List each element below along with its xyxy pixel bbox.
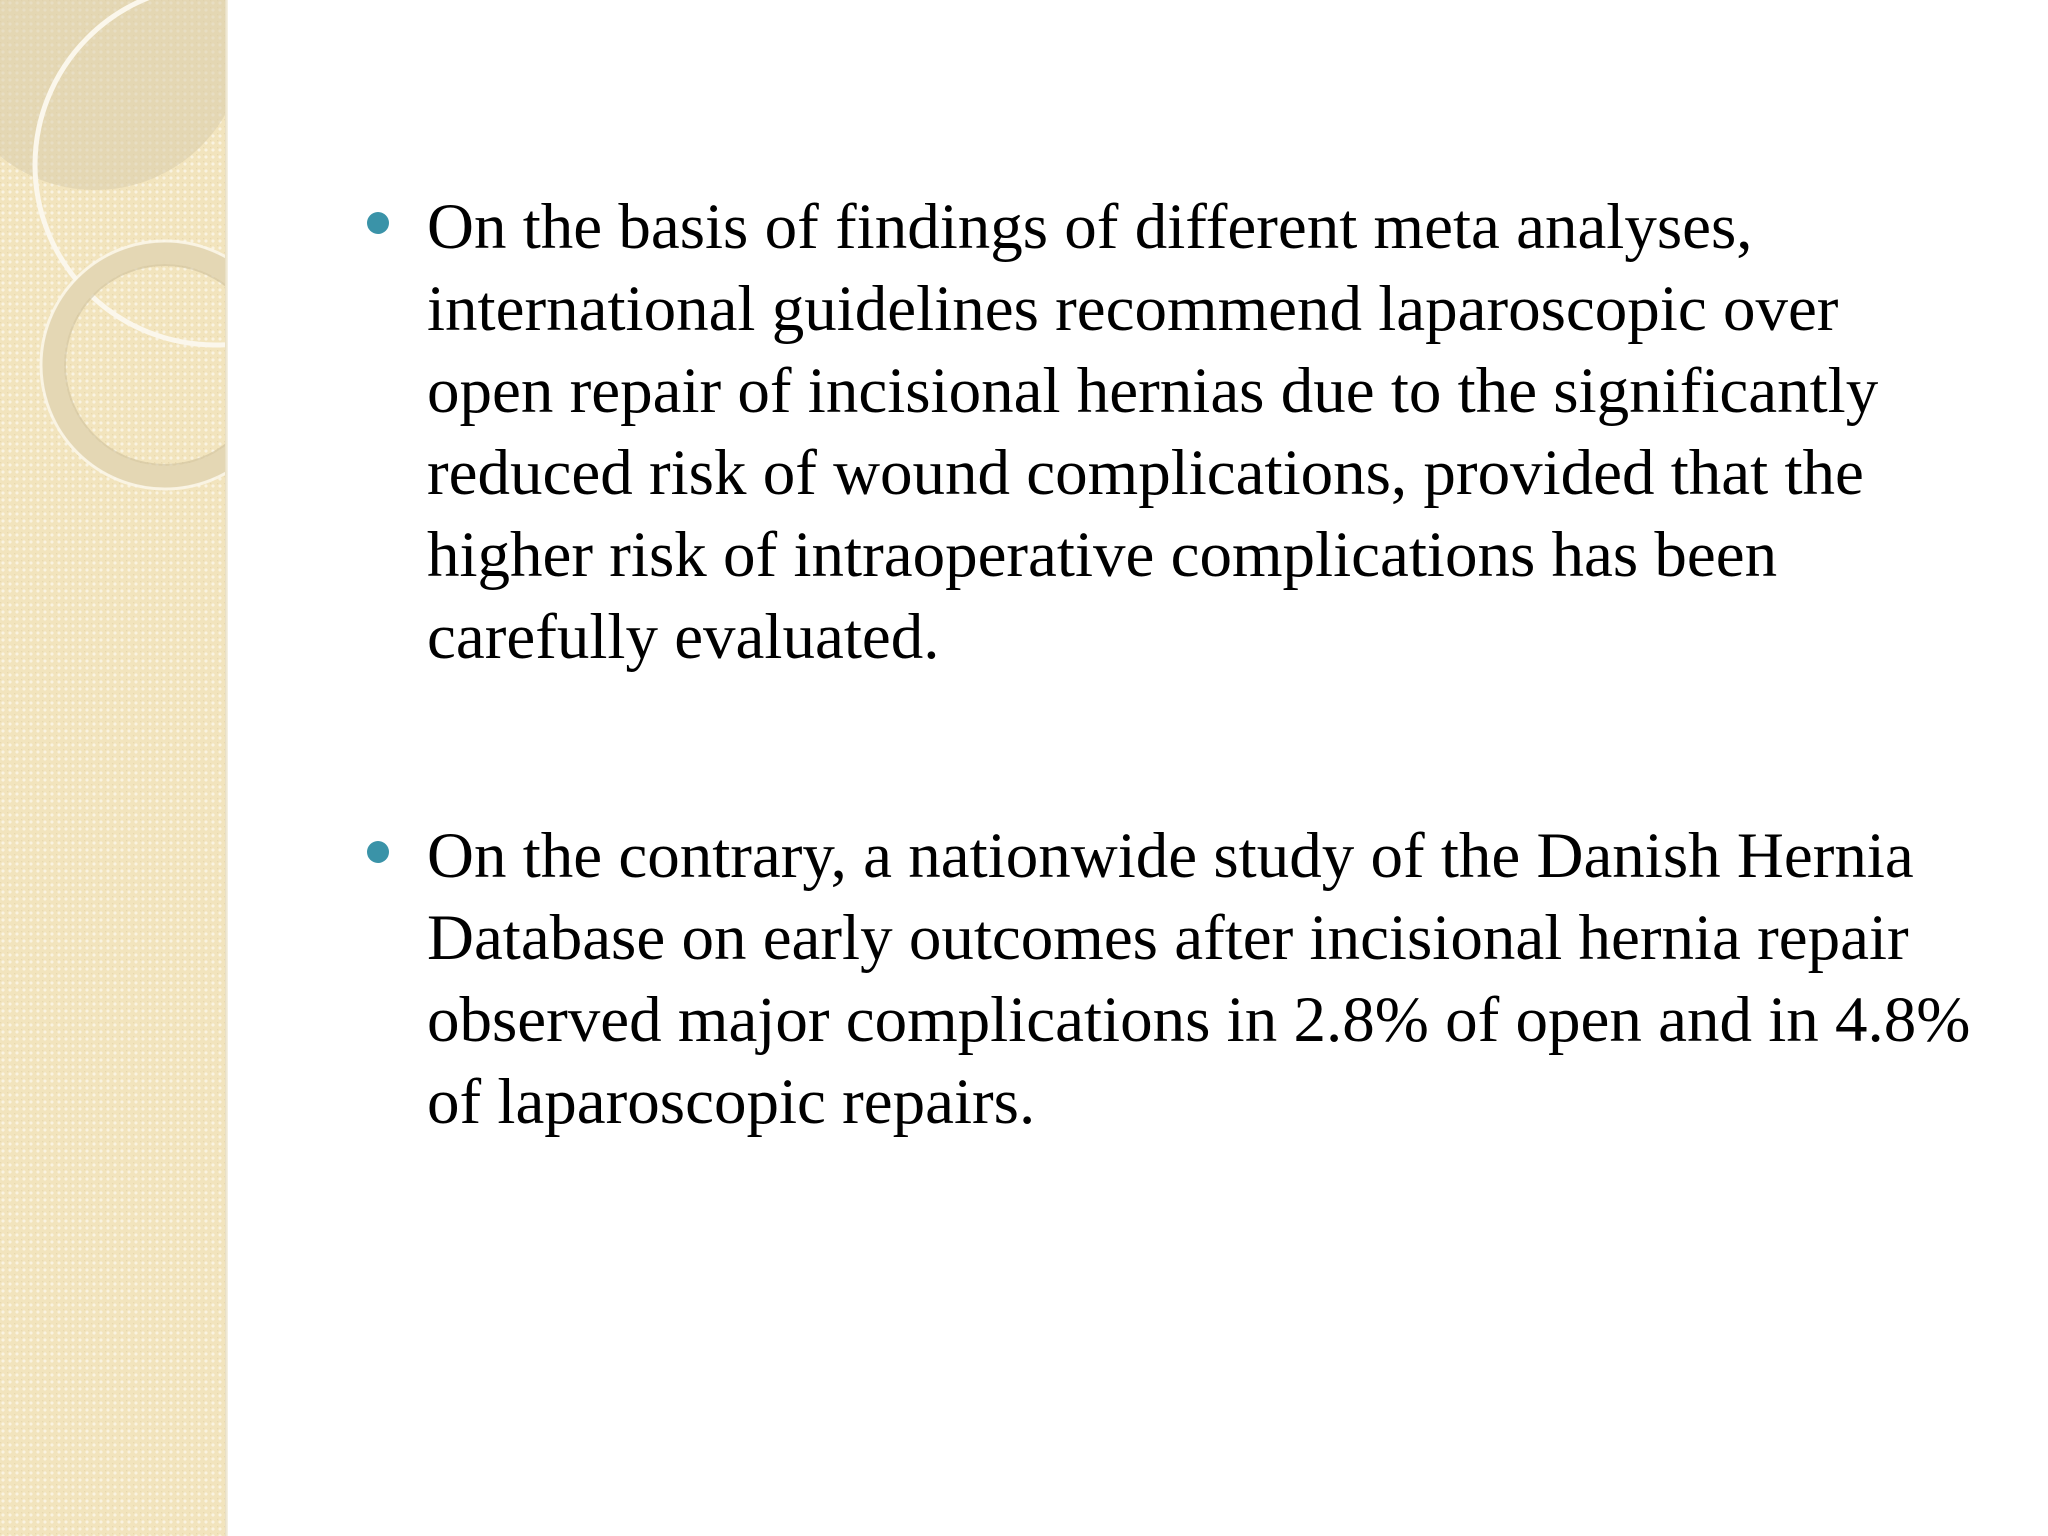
bullet-text: On the contrary, a nationwide study of the Danish Hernia Database on early outcomes after incisional hernia repair observed major complications in 2.8% of open and in 4.8% of laparoscopic repairs. <box>427 820 1971 1138</box>
bullet-list <box>355 186 1975 1143</box>
bullet-dot-icon <box>367 841 389 863</box>
bullet-item <box>355 815 1975 1143</box>
bullet-text: On the basis of findings of different meta analyses, international guidelines recommend laparoscopic over open repair of incisional hernias due to the significantly reduced risk of wound complications, provided that the higher risk of intraoperative complications has been carefully evaluated. <box>427 191 1879 673</box>
decorative-side-panel <box>0 0 225 1536</box>
bullet-item <box>355 186 1975 678</box>
bullet-dot-icon <box>367 212 389 234</box>
side-panel-edge <box>225 0 228 1536</box>
decorative-circles-graphic <box>0 0 225 1536</box>
thick-ring-highlight <box>41 241 225 489</box>
thick-ring-shape <box>53 253 225 477</box>
